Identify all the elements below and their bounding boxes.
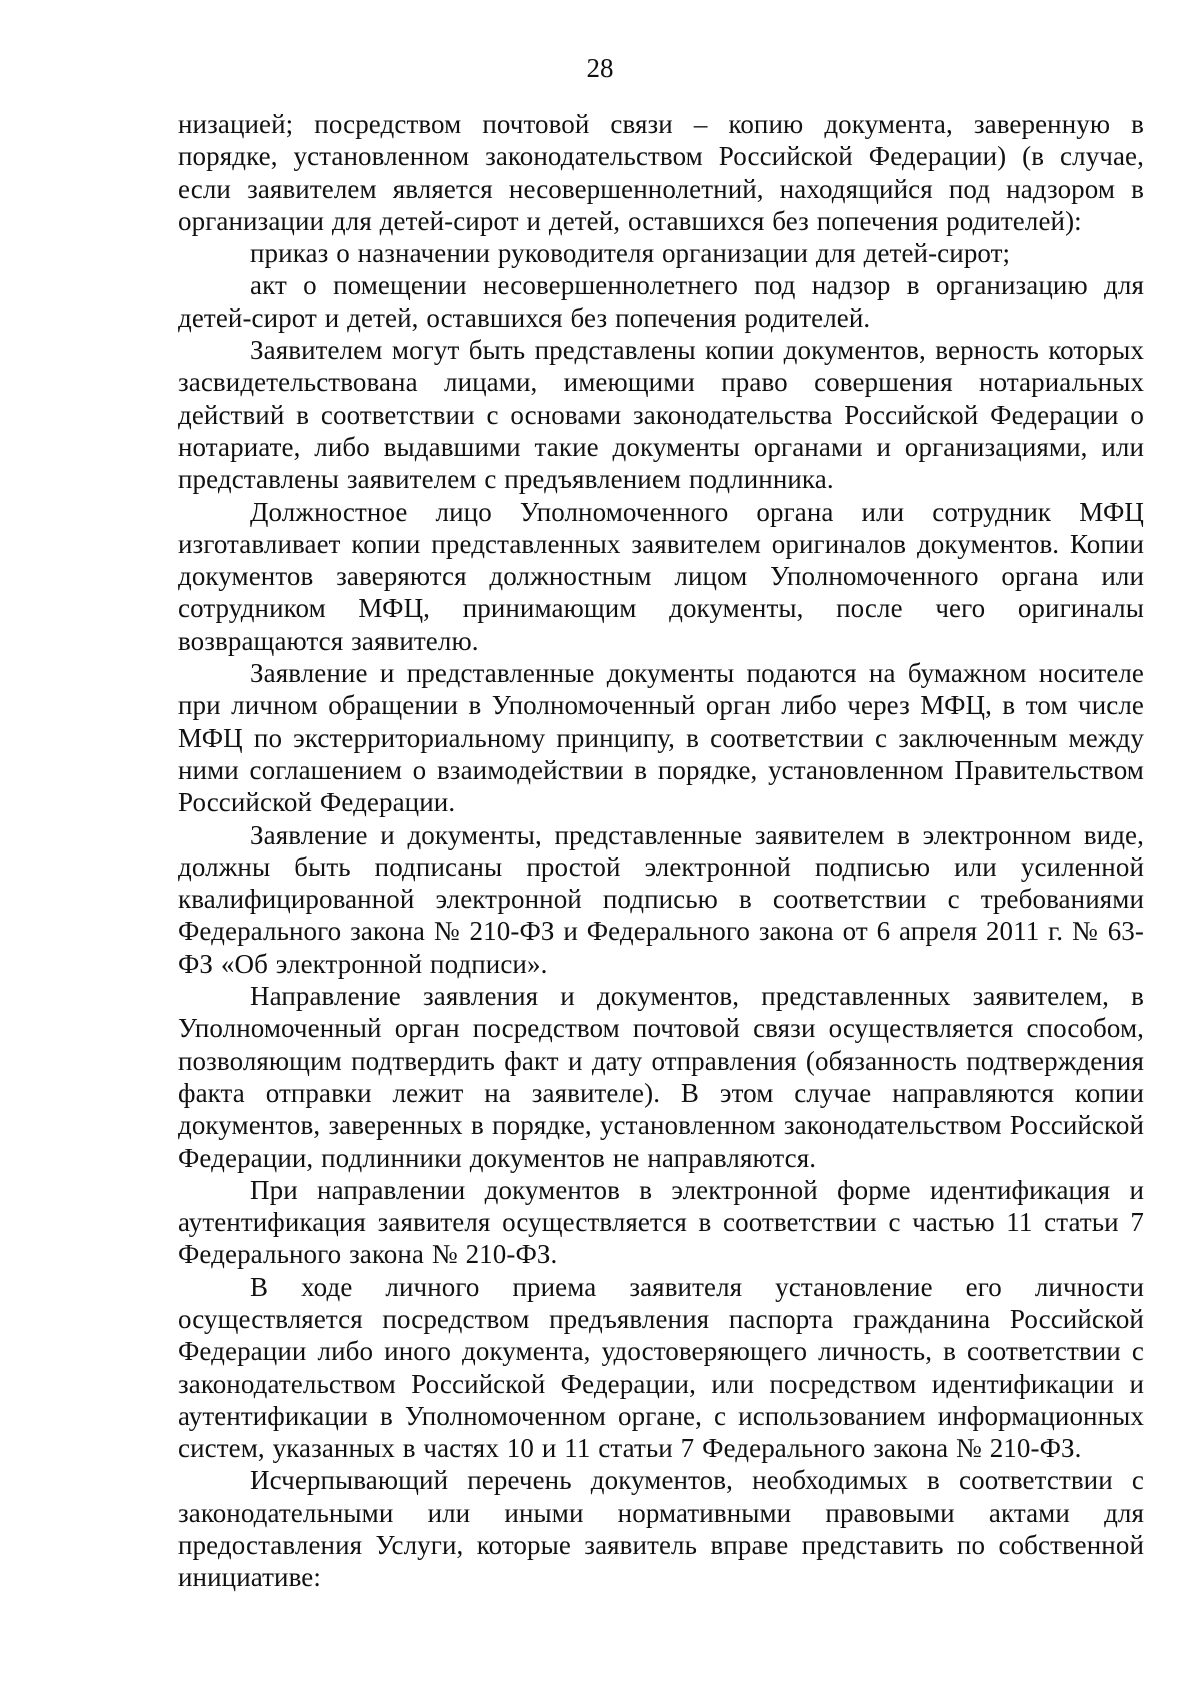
paragraph-3: акт о помещении несовершеннолетнего под надзор в организацию для детей-сирот и детей, оставшихся без попечения родителей. [178,270,1144,333]
paragraph-7: Заявление и документы, представленные заявителем в электронном виде, должны быть подписаны простой электронной подписью или усиленной квалифицированной электронной подписью в соответствии с требованиями Федерального закона № 210-ФЗ и Федерального закона от 6 апреля 2011 г. № 63-ФЗ «Об электронной подписи». [178,819,1144,979]
paragraph-8: Направление заявления и документов, представленных заявителем, в Уполномоченный орган посредством почтовой связи осуществляется способом, позволяющим подтвердить факт и дату отправления (обязанность подтверждения факта отправки лежит на заявителе). В этом случае направляются копии документов, заверенных в порядке, установленном законодательством Российской Федерации, подлинники документов не направляются. [178,981,1144,1173]
paragraph-2: приказ о назначении руководителя организации для детей-сирот; [250,238,1011,269]
paragraph-9: При направлении документов в электронной форме идентификация и аутентификация заявителя осуществляется в соответствии с частью 11 статьи 7 Федерального закона № 210-ФЗ. [178,1174,1144,1270]
paragraph-4: Заявителем могут быть представлены копии документов, верность которых засвидетельствована лицами, имеющими право совершения нотариальных действий в соответствии с основами законодательства Российской Федерации о нотариате, либо выдавшими такие документы органами и организациями, или представлены заявителем с предъявлением подлинника. [178,335,1144,495]
page-number: 28 [586,53,614,83]
paragraph-6: Заявление и представленные документы подаются на бумажном носителе при личном обращении в Уполномоченный орган либо через МФЦ, в том числе МФЦ по экстерриториальному принципу, в соответствии с заключенным между ними соглашением о взаимодействии в порядке, установленном Правительством Российской Федерации. [178,658,1144,818]
paragraph-11: Исчерпывающий перечень документов, необходимых в соответствии с законодательными или иными нормативными правовыми актами для предоставления Услуги, которые заявитель вправе представить по собственной инициативе: [178,1465,1144,1593]
document-body [178,108,1144,1594]
paragraph-5: Должностное лицо Уполномоченного органа или сотрудник МФЦ изготавливает копии представленных заявителем оригиналов документов. Копии документов заверяются должностным лицом Уполномоченного органа или сотрудником МФЦ, принимающим документы, после чего оригиналы возвращаются заявителю. [178,496,1144,656]
paragraph-1: низацией; посредством почтовой связи – копию документа, заверенную в порядке, установленном законодательством Российской Федерации) (в случае, если заявителем является несовершеннолетний, находящийся под надзором в организации для детей-сирот и детей, оставшихся без попечения родителей): [178,109,1144,236]
paragraph-10: В ходе личного приема заявителя установление его личности осуществляется посредством предъявления паспорта гражданина Российской Федерации либо иного документа, удостоверяющего личность, в соответствии с законодательством Российской Федерации, или посредством идентификации и аутентификации в Уполномоченном органе, с использованием информационных систем, указанных в частях 10 и 11 статьи 7 Федерального закона № 210-ФЗ. [178,1271,1144,1464]
